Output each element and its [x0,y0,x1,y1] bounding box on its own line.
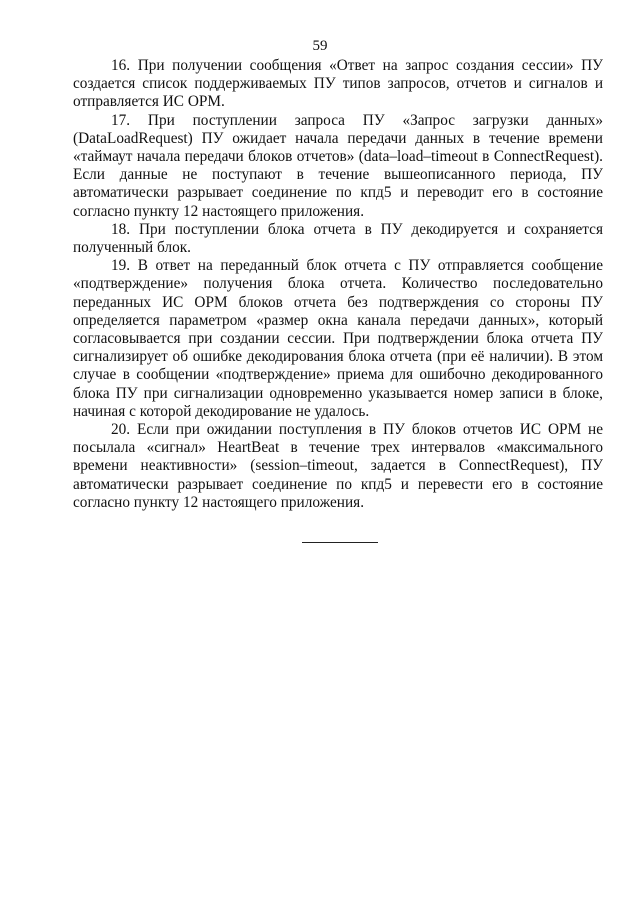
paragraph-18: 18. При поступлении блока отчета в ПУ декодируется и сохраняется полученный блок. [73,220,603,257]
document-body [73,57,603,512]
page-number: 59 [312,38,328,54]
end-divider [302,542,378,543]
paragraph-17: 17. При поступлении запроса ПУ «Запрос загрузки данных» (DataLoadRequest) ПУ ожидает начала передачи данных в течение времени «таймаут начала передачи блоков отчетов» (data–load–timeout в ConnectRequest). Если данные не поступают в течение вышеописанного периода, ПУ автоматически разрывает соединение по кпд5 и переводит его в состояние согласно пункту 12 настоящего приложения. [73,111,603,220]
paragraph-20: 20. Если при ожидании поступления в ПУ блоков отчетов ИС ОРМ не посылала «сигнал» HeartBeat в течение трех интервалов «максимального времени неактивности» (session–timeout, задается в ConnectRequest), ПУ автоматически разрывает соединение по кпд5 и перевести его в состояние согласно пункту 12 настоящего приложения. [73,421,603,511]
paragraph-16: 16. При получении сообщения «Ответ на запрос создания сессии» ПУ создается список поддерживаемых ПУ типов запросов, отчетов и сигналов и отправляется ИС ОРМ. [73,57,603,111]
paragraph-19: 19. В ответ на переданный блок отчета с ПУ отправляется сообщение «подтверждение» получения блока отчета. Количество последовательно переданных ИС ОРМ блоков отчета без подтверждения со стороны ПУ определяется параметром «размер окна канала передачи данных», который согласовывается при создании сессии. При подтверждении блока отчета ПУ сигнализирует об ошибке декодирования блока отчета (при её наличии). В этом случае в сообщении «подтверждение» приема для ошибочно декодированного блока ПУ при сигнализации одновременно указывается номер записи в блоке, начиная с которой декодирование не удалось. [73,257,603,420]
